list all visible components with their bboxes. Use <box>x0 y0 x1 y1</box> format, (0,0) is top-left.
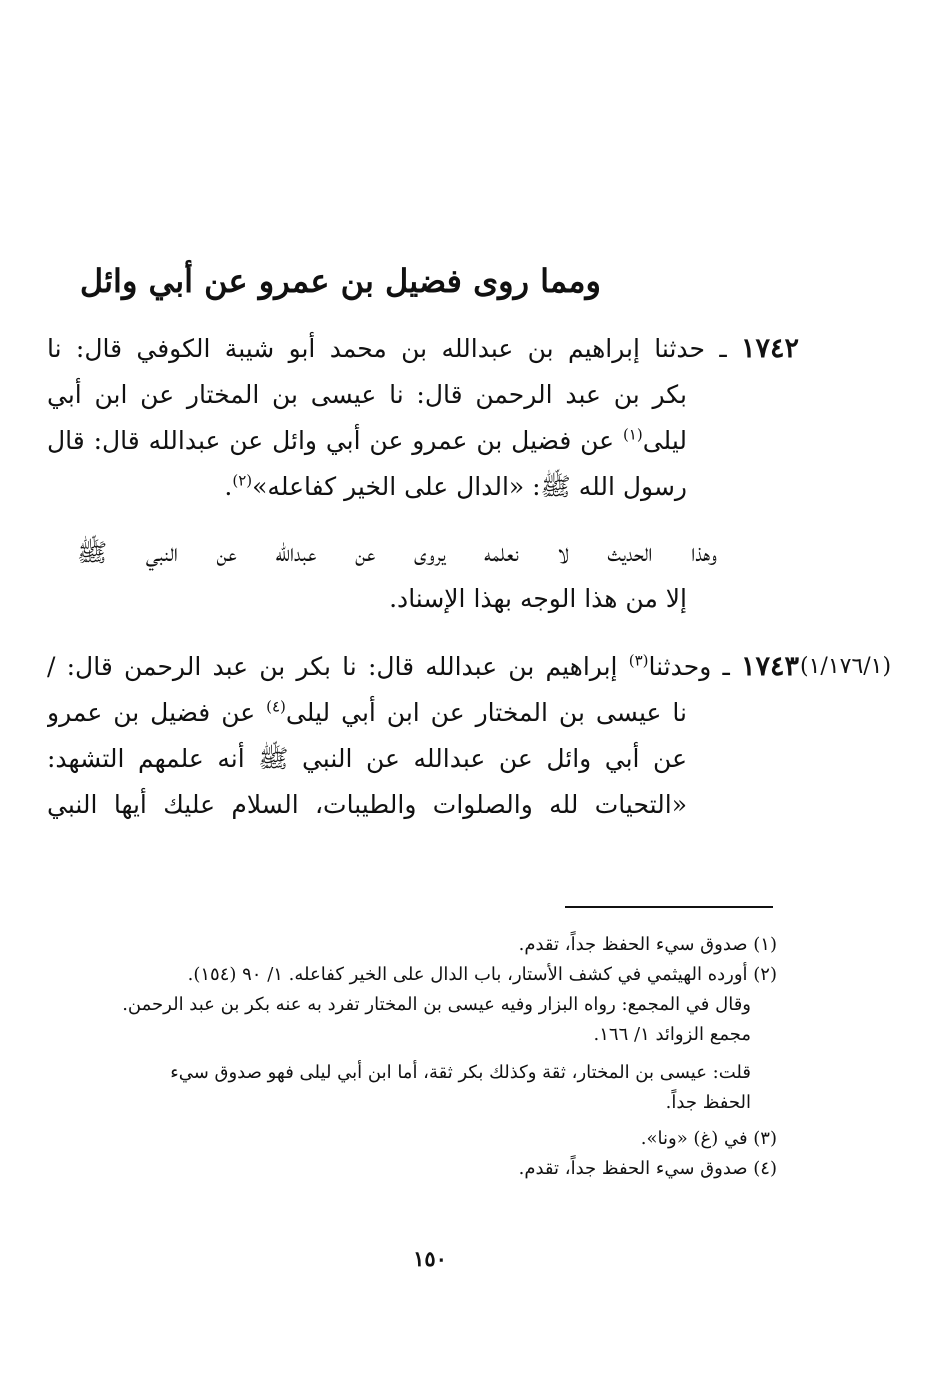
hadith-text: إبراهيم بن عبدالله قال: نا بكر بن عبد الرحمن قال: / <box>47 652 618 681</box>
hadith-text: نا عيسى بن المختار عن ابن أبي ليلى <box>285 698 687 727</box>
page-number: ١٥٠ <box>413 1246 447 1271</box>
footnote-mark: (٤) <box>266 697 286 716</box>
hadith-text: عن فضيل بن عمرو <box>47 698 256 727</box>
hadith-text: ـ حدثنا إبراهيم بن عبدالله بن محمد أبو شيبة الكوفي قال: نا <box>47 334 727 363</box>
footnote-continuation: قلت: عيسى بن المختار، ثقة وكذلك بكر ثقة، أما ابن أبي ليلى فهو صدوق سيء <box>170 1062 751 1083</box>
footnote-mark: (١) <box>622 425 643 444</box>
hadith-line <box>47 418 687 464</box>
section-heading: ومما روى فضيل بن عمرو عن أبي وائل <box>79 262 601 300</box>
hadith-line: عن أبي وائل عن عبدالله عن النبي ﷺ أنه علمهم التشهد: <box>47 744 687 773</box>
hadith-line <box>47 326 799 372</box>
hadith-text: ـ وحدثنا <box>648 652 730 681</box>
footnote: (٢) أورده الهيثمي في كشف الأستار، باب الدال على الخير كفاعله. ١/ ٩٠ (١٥٤). <box>187 964 777 985</box>
hadith-line: «التحيات لله والصلوات والطيبات، السلام عليك أيها النبي <box>47 790 687 819</box>
commentary-line: إلا من هذا الوجه بهذا الإسناد. <box>389 584 687 613</box>
footnote: (١) صدوق سيء الحفظ جداً، تقدم. <box>518 934 777 955</box>
hadith-number: ١٧٤٣ <box>741 651 799 682</box>
hadith-text: رسول الله ﷺ: «الدال على الخير كفاعله» <box>252 472 687 501</box>
footnote-continuation: الحفظ جداً. <box>665 1092 751 1113</box>
footnote: (٤) صدوق سيء الحفظ جداً، تقدم. <box>518 1158 777 1179</box>
hadith-line: رسول الله ﷺ: «الدال على الخير كفاعله»$^{(٢)}$. <box>224 471 687 501</box>
hadith-text: ليلى <box>642 426 687 455</box>
commentary-1742 <box>77 530 717 622</box>
hadith-1743 <box>47 644 799 828</box>
manuscript-folio-ref: (١/١٧٦/١) <box>800 654 892 679</box>
footnote-mark: (٣) <box>628 651 649 670</box>
footnote-continuation: وقال في المجمع: رواه البزار وفيه عيسى بن المختار تفرد به عنه بكر بن عبد الرحمن. <box>122 994 751 1015</box>
hadith-text: عن فضيل بن عمرو عن أبي وائل عن عبدالله قال: قال <box>47 426 615 455</box>
hadith-line <box>47 690 687 736</box>
footnote-continuation: مجمع الزوائد ١/ ١٦٦. <box>593 1024 751 1045</box>
hadith-number: ١٧٤٢ <box>740 333 799 364</box>
footnotes <box>47 930 777 1184</box>
commentary-line: وهذا الحديث لا نعلمه يروى عن عبدالله عن النبي ﷺ <box>77 538 717 567</box>
footnote: (٣) في (غ) «ونا». <box>640 1128 777 1149</box>
hadith-line: بكر بن عبد الرحمن قال: نا عيسى بن المختار عن ابن أبي <box>47 380 687 409</box>
hadith-line <box>47 644 799 690</box>
footnote-separator <box>565 906 773 908</box>
hadith-1742 <box>47 326 799 510</box>
footnote-mark: (٢) <box>232 471 253 490</box>
